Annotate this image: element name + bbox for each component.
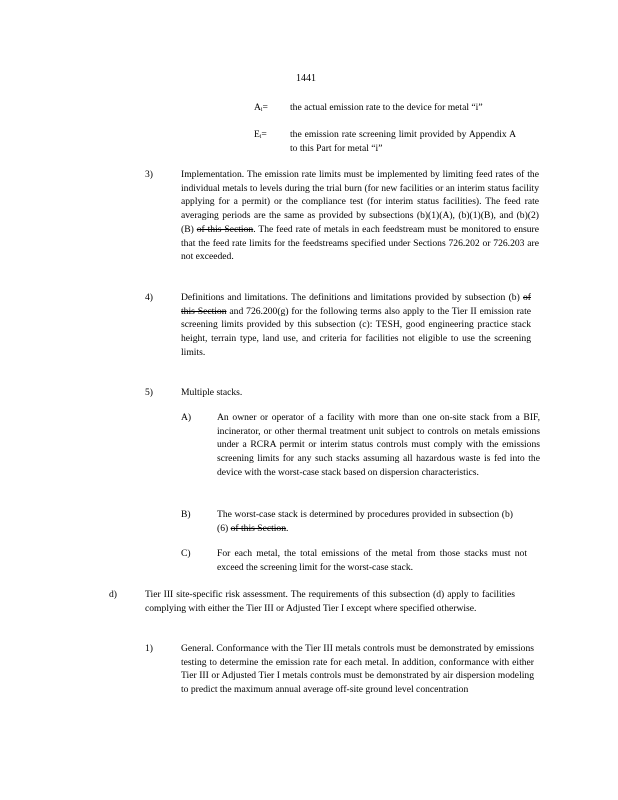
definition-label: Aᵢ= <box>254 102 268 113</box>
item-paragraph <box>181 168 539 264</box>
item-number: 1) <box>145 643 153 654</box>
definition-text: the emission rate screening limit provided by Appendix A to this Part for metal “i” <box>290 129 516 154</box>
text-run: Implementation. The emission rate limits must be implemented by limiting feed rates of the individual metals to levels during the trial burn (for new facilities or an interim status facility applying for a permit) or the compliance test (for interim status facilities). The feed rate averaging periods are the same as provided by subsections (b)(1)(A), (b)(1)(B), and (b)(2)(B) <box>181 169 539 235</box>
struck-text: of this Section <box>230 522 287 534</box>
page-number: 1441 <box>296 73 316 84</box>
definition-label: Eᵢ= <box>254 129 267 140</box>
text-run: and 726.200(g) for the following terms also apply to the Tier II emission rate screening limits provided by this subsection (c): TESH, good engineering practice stack height, terrain type, land use, and criteria for facilities not eligible to use the screening limits. <box>181 305 531 358</box>
item-number: 5) <box>145 387 153 398</box>
struck-text: of this Section <box>181 292 531 317</box>
text-run: The worst-case stack is determined by procedures provided in subsection (b)(6) <box>217 509 513 534</box>
item-paragraph: General. Conformance with the Tier III metals controls must be demonstrated by emissions testing to determine the emission rate for each metal. In addition, conformance with either Tier III or Adjusted Tier I metals controls must be demonstrated by air dispersion modeling to predict the maximum annual average off-site ground level concentration <box>181 643 534 696</box>
item-paragraph <box>181 291 531 360</box>
definition-text: the actual emission rate to the device for metal “i” <box>290 102 483 113</box>
subitem-paragraph: For each metal, the total emissions of the metal from those stacks must not exceed the screening limit for the worst-case stack. <box>217 548 527 573</box>
subitem-letter: C) <box>181 548 191 559</box>
item-number: 3) <box>145 169 153 180</box>
item-number: 4) <box>145 292 153 303</box>
section-paragraph: Tier III site-specific risk assessment. The requirements of this subsection (d) apply to facilities complying with either the Tier III or Adjusted Tier I except where specified otherwise. <box>145 589 515 614</box>
text-run: . The feed rate of metals in each feedstream must be monitored to ensure that the feed rate limits for the feedstreams specified under Sections 726.202 or 726.203 are not exceeded. <box>181 223 539 263</box>
text-run: . <box>286 522 289 534</box>
struck-text: of this Section <box>196 223 254 235</box>
subitem-letter: A) <box>181 412 192 423</box>
section-letter: d) <box>109 589 117 600</box>
subitem-letter: B) <box>181 509 191 520</box>
text-run: Definitions and limitations. The definitions and limitations provided by subsection (b) <box>181 292 523 303</box>
subitem-paragraph: An owner or operator of a facility with more than one on-site stack from a BIF, incinerator, or other thermal treatment unit subject to controls on metals emissions under a RCRA permit or interim status controls must comply with the emissions screening limits for any such stacks assuming all hazardous waste is fed into the device with the worst-case stack based on dispersion characteristics. <box>217 412 540 478</box>
subitem-paragraph <box>217 508 513 535</box>
item-heading: Multiple stacks. <box>181 387 243 398</box>
